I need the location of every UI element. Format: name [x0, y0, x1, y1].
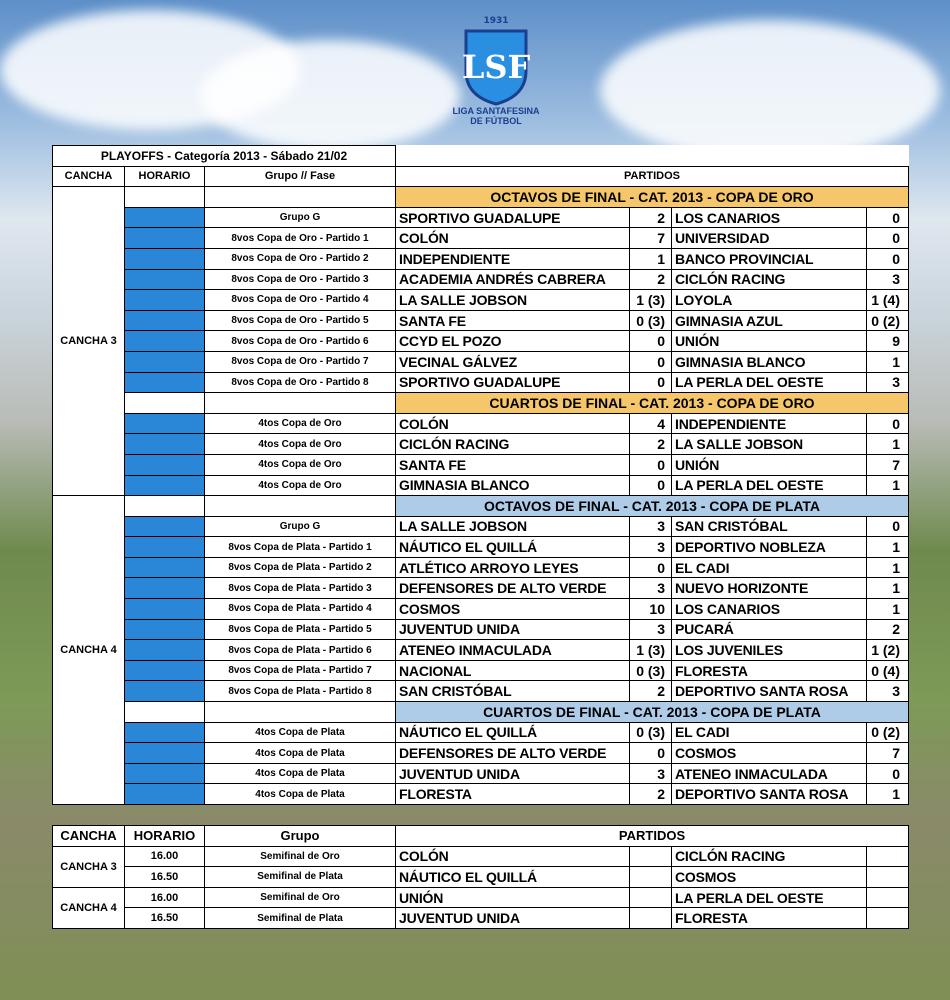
home-score: 0 (3)	[630, 660, 672, 681]
away-team: CICLÓN RACING	[672, 269, 867, 290]
away-score: 1	[867, 434, 909, 455]
horario-cell	[125, 269, 205, 290]
home-team: CCYD EL POZO	[396, 331, 630, 352]
semis-away-team: COSMOS	[672, 867, 867, 888]
away-score: 0	[867, 248, 909, 269]
match-group: 8vos Copa de Plata - Partido 1	[205, 537, 396, 558]
match-group: 4tos Copa de Oro	[205, 413, 396, 434]
match-row	[53, 743, 909, 764]
home-team: COSMOS	[396, 599, 630, 620]
horario-cell	[125, 228, 205, 249]
match-group: 8vos Copa de Plata - Partido 5	[205, 619, 396, 640]
section-oro-octavos: OCTAVOS DE FINAL - CAT. 2013 - COPA DE ORO	[396, 187, 909, 208]
semis-home-score	[630, 867, 672, 888]
match-row	[53, 310, 909, 331]
match-row	[53, 537, 909, 558]
away-score: 0 (2)	[867, 722, 909, 743]
home-team: LA SALLE JOBSON	[396, 516, 630, 537]
away-team: BANCO PROVINCIAL	[672, 248, 867, 269]
away-score: 7	[867, 454, 909, 475]
home-team: NACIONAL	[396, 660, 630, 681]
match-row	[53, 640, 909, 661]
semis-home-score	[630, 887, 672, 908]
match-group: 8vos Copa de Plata - Partido 4	[205, 599, 396, 620]
horario-cell	[125, 475, 205, 496]
section-oro-cuartos: CUARTOS DE FINAL - CAT. 2013 - COPA DE ORO	[396, 393, 909, 414]
cloud	[200, 40, 460, 150]
semifinal-row	[53, 867, 909, 888]
horario-empty	[125, 702, 205, 723]
match-group: 8vos Copa de Oro - Partido 7	[205, 351, 396, 372]
league-logo	[446, 16, 546, 146]
semis-header-cancha: CANCHA	[53, 826, 125, 847]
semis-cancha: CANCHA 3	[53, 846, 125, 887]
semis-away-team: LA PERLA DEL OESTE	[672, 887, 867, 908]
away-team: UNIÓN	[672, 331, 867, 352]
home-team: JUVENTUD UNIDA	[396, 619, 630, 640]
away-score: 3	[867, 372, 909, 393]
grupo-empty	[205, 393, 396, 414]
horario-cell	[125, 619, 205, 640]
semis-home-team: COLÓN	[396, 846, 630, 867]
home-score: 0	[630, 475, 672, 496]
home-team: COLÓN	[396, 413, 630, 434]
away-team: ATENEO INMACULADA	[672, 763, 867, 784]
match-row	[53, 351, 909, 372]
horario-cell	[125, 537, 205, 558]
match-row	[53, 619, 909, 640]
match-row	[53, 228, 909, 249]
cloud	[600, 20, 940, 160]
away-score: 0	[867, 516, 909, 537]
match-row	[53, 413, 909, 434]
match-group: 8vos Copa de Plata - Partido 7	[205, 660, 396, 681]
header-cancha: CANCHA	[53, 166, 125, 187]
horario-empty	[125, 393, 205, 414]
section-row	[53, 393, 909, 414]
away-score: 1	[867, 599, 909, 620]
away-team: DEPORTIVO SANTA ROSA	[672, 681, 867, 702]
horario-cell	[125, 599, 205, 620]
semifinals-table	[52, 825, 909, 929]
semis-away-score	[867, 846, 909, 867]
match-group: 8vos Copa de Plata - Partido 6	[205, 640, 396, 661]
home-score: 4	[630, 413, 672, 434]
match-row	[53, 269, 909, 290]
horario-cell	[125, 207, 205, 228]
spacer	[396, 146, 909, 167]
match-group: 4tos Copa de Oro	[205, 434, 396, 455]
home-score: 0	[630, 351, 672, 372]
away-team: EL CADI	[672, 557, 867, 578]
away-score: 0 (4)	[867, 660, 909, 681]
match-row	[53, 248, 909, 269]
away-team: LA SALLE JOBSON	[672, 434, 867, 455]
playoffs-table	[52, 145, 909, 805]
match-row	[53, 331, 909, 352]
horario-cell	[125, 372, 205, 393]
away-score: 0	[867, 763, 909, 784]
away-team: LA PERLA DEL OESTE	[672, 475, 867, 496]
grupo-empty	[205, 496, 396, 517]
home-score: 0	[630, 372, 672, 393]
away-team: EL CADI	[672, 722, 867, 743]
away-team: DEPORTIVO SANTA ROSA	[672, 784, 867, 805]
semifinal-row	[53, 887, 909, 908]
home-score: 2	[630, 207, 672, 228]
semis-away-score	[867, 867, 909, 888]
section-row	[53, 702, 909, 723]
semis-grupo: Semifinal de Plata	[205, 867, 396, 888]
horario-cell	[125, 351, 205, 372]
horario-cell	[125, 743, 205, 764]
header-grupo-fase: Grupo // Fase	[205, 166, 396, 187]
horario-cell	[125, 290, 205, 311]
horario-cell	[125, 640, 205, 661]
home-score: 3	[630, 516, 672, 537]
match-group: 8vos Copa de Oro - Partido 3	[205, 269, 396, 290]
away-team: COSMOS	[672, 743, 867, 764]
semifinal-row	[53, 908, 909, 929]
home-team: DEFENSORES DE ALTO VERDE	[396, 578, 630, 599]
horario-empty	[125, 496, 205, 517]
semis-home-score	[630, 908, 672, 929]
match-group: 8vos Copa de Plata - Partido 2	[205, 557, 396, 578]
home-score: 0	[630, 557, 672, 578]
match-group: 4tos Copa de Plata	[205, 784, 396, 805]
away-team: UNIVERSIDAD	[672, 228, 867, 249]
away-score: 1	[867, 537, 909, 558]
cancha-3-label: CANCHA 3	[53, 187, 125, 496]
home-team: CICLÓN RACING	[396, 434, 630, 455]
header-partidos: PARTIDOS	[396, 166, 909, 187]
horario-cell	[125, 722, 205, 743]
match-row	[53, 290, 909, 311]
away-team: SAN CRISTÓBAL	[672, 516, 867, 537]
home-score: 0 (3)	[630, 722, 672, 743]
match-row	[53, 599, 909, 620]
home-team: SAN CRISTÓBAL	[396, 681, 630, 702]
horario-empty	[125, 187, 205, 208]
logo-line1: LIGA SANTAFESINA	[452, 106, 540, 116]
semifinal-row	[53, 846, 909, 867]
home-score: 10	[630, 599, 672, 620]
horario-cell	[125, 763, 205, 784]
away-score: 0 (2)	[867, 310, 909, 331]
horario-cell	[125, 310, 205, 331]
match-group: 4tos Copa de Plata	[205, 722, 396, 743]
semis-horario: 16.50	[125, 908, 205, 929]
semis-home-team: UNIÓN	[396, 887, 630, 908]
page-title: PLAYOFFS - Categoría 2013 - Sábado 21/02	[53, 146, 396, 167]
match-group: 8vos Copa de Plata - Partido 8	[205, 681, 396, 702]
home-score: 2	[630, 269, 672, 290]
away-score: 7	[867, 743, 909, 764]
horario-cell	[125, 516, 205, 537]
away-score: 1	[867, 784, 909, 805]
home-team: DEFENSORES DE ALTO VERDE	[396, 743, 630, 764]
away-score: 1	[867, 557, 909, 578]
home-team: GIMNASIA BLANCO	[396, 475, 630, 496]
horario-cell	[125, 413, 205, 434]
shield-icon	[461, 26, 531, 106]
semis-horario: 16.00	[125, 846, 205, 867]
home-score: 0	[630, 743, 672, 764]
home-score: 1	[630, 248, 672, 269]
home-team: ATLÉTICO ARROYO LEYES	[396, 557, 630, 578]
away-team: FLORESTA	[672, 660, 867, 681]
home-team: ATENEO INMACULADA	[396, 640, 630, 661]
home-team: LA SALLE JOBSON	[396, 290, 630, 311]
horario-cell	[125, 454, 205, 475]
horario-cell	[125, 434, 205, 455]
home-team: FLORESTA	[396, 784, 630, 805]
away-score: 1	[867, 475, 909, 496]
semis-away-score	[867, 908, 909, 929]
section-plata-cuartos: CUARTOS DE FINAL - CAT. 2013 - COPA DE PLATA	[396, 702, 909, 723]
home-team: NÁUTICO EL QUILLÁ	[396, 537, 630, 558]
away-team: LOS JUVENILES	[672, 640, 867, 661]
semis-header-partidos: PARTIDOS	[396, 826, 909, 847]
match-row	[53, 434, 909, 455]
semis-home-team: NÁUTICO EL QUILLÁ	[396, 867, 630, 888]
away-team: UNIÓN	[672, 454, 867, 475]
away-score: 3	[867, 269, 909, 290]
match-group: 4tos Copa de Oro	[205, 475, 396, 496]
match-group: Grupo G	[205, 516, 396, 537]
home-score: 7	[630, 228, 672, 249]
home-score: 0	[630, 454, 672, 475]
semis-cancha: CANCHA 4	[53, 887, 125, 928]
away-team: PUCARÁ	[672, 619, 867, 640]
match-row	[53, 557, 909, 578]
horario-cell	[125, 681, 205, 702]
horario-cell	[125, 578, 205, 599]
away-score: 0	[867, 228, 909, 249]
match-group: 8vos Copa de Oro - Partido 1	[205, 228, 396, 249]
match-group: 8vos Copa de Plata - Partido 3	[205, 578, 396, 599]
away-score: 3	[867, 681, 909, 702]
match-group: 8vos Copa de Oro - Partido 2	[205, 248, 396, 269]
away-team: LA PERLA DEL OESTE	[672, 372, 867, 393]
semis-header-grupo: Grupo	[205, 826, 396, 847]
away-score: 1 (4)	[867, 290, 909, 311]
away-score: 1 (2)	[867, 640, 909, 661]
logo-year: 1931	[483, 16, 509, 26]
horario-cell	[125, 660, 205, 681]
away-team: GIMNASIA BLANCO	[672, 351, 867, 372]
grupo-empty	[205, 702, 396, 723]
semis-grupo: Semifinal de Oro	[205, 887, 396, 908]
away-team: GIMNASIA AZUL	[672, 310, 867, 331]
home-score: 0 (3)	[630, 310, 672, 331]
home-score: 3	[630, 763, 672, 784]
match-group: 8vos Copa de Oro - Partido 4	[205, 290, 396, 311]
match-row	[53, 784, 909, 805]
home-score: 3	[630, 619, 672, 640]
away-score: 2	[867, 619, 909, 640]
semis-horario: 16.50	[125, 867, 205, 888]
away-team: LOYOLA	[672, 290, 867, 311]
match-row	[53, 454, 909, 475]
home-team: VECINAL GÁLVEZ	[396, 351, 630, 372]
section-plata-octavos: OCTAVOS DE FINAL - CAT. 2013 - COPA DE PLATA	[396, 496, 909, 517]
away-team: DEPORTIVO NOBLEZA	[672, 537, 867, 558]
match-group: 8vos Copa de Oro - Partido 5	[205, 310, 396, 331]
away-team: INDEPENDIENTE	[672, 413, 867, 434]
away-score: 9	[867, 331, 909, 352]
home-team: ACADEMIA ANDRÉS CABRERA	[396, 269, 630, 290]
horario-cell	[125, 557, 205, 578]
match-row	[53, 763, 909, 784]
away-score: 1	[867, 578, 909, 599]
home-score: 1 (3)	[630, 290, 672, 311]
semis-header-horario: HORARIO	[125, 826, 205, 847]
away-score: 1	[867, 351, 909, 372]
match-group: 4tos Copa de Plata	[205, 743, 396, 764]
semis-home-score	[630, 846, 672, 867]
home-score: 2	[630, 784, 672, 805]
away-team: LOS CANARIOS	[672, 207, 867, 228]
home-team: JUVENTUD UNIDA	[396, 763, 630, 784]
home-score: 1 (3)	[630, 640, 672, 661]
away-score: 0	[867, 413, 909, 434]
home-score: 2	[630, 681, 672, 702]
horario-cell	[125, 331, 205, 352]
horario-cell	[125, 248, 205, 269]
match-group: 8vos Copa de Oro - Partido 6	[205, 331, 396, 352]
home-team: NÁUTICO EL QUILLÁ	[396, 722, 630, 743]
away-team: LOS CANARIOS	[672, 599, 867, 620]
away-score: 0	[867, 207, 909, 228]
home-score: 3	[630, 578, 672, 599]
cancha-4-label: CANCHA 4	[53, 496, 125, 805]
home-team: COLÓN	[396, 228, 630, 249]
match-row	[53, 516, 909, 537]
section-row	[53, 496, 909, 517]
match-group: Grupo G	[205, 207, 396, 228]
home-score: 2	[630, 434, 672, 455]
match-row	[53, 722, 909, 743]
logo-line2: DE FÚTBOL	[470, 116, 522, 126]
match-row	[53, 372, 909, 393]
semis-grupo: Semifinal de Oro	[205, 846, 396, 867]
away-team: NUEVO HORIZONTE	[672, 578, 867, 599]
match-row	[53, 660, 909, 681]
home-team: SANTA FE	[396, 310, 630, 331]
home-team: SPORTIVO GUADALUPE	[396, 372, 630, 393]
match-row	[53, 578, 909, 599]
match-group: 4tos Copa de Oro	[205, 454, 396, 475]
semis-away-team: CICLÓN RACING	[672, 846, 867, 867]
match-row	[53, 681, 909, 702]
header-horario: HORARIO	[125, 166, 205, 187]
semis-horario: 16.00	[125, 887, 205, 908]
home-score: 3	[630, 537, 672, 558]
horario-cell	[125, 784, 205, 805]
semis-home-team: JUVENTUD UNIDA	[396, 908, 630, 929]
semis-grupo: Semifinal de Plata	[205, 908, 396, 929]
home-score: 0	[630, 331, 672, 352]
match-group: 4tos Copa de Plata	[205, 763, 396, 784]
home-team: SPORTIVO GUADALUPE	[396, 207, 630, 228]
home-team: SANTA FE	[396, 454, 630, 475]
home-team: INDEPENDIENTE	[396, 248, 630, 269]
semis-away-score	[867, 887, 909, 908]
logo-monogram: LSF	[461, 48, 531, 86]
semis-away-team: FLORESTA	[672, 908, 867, 929]
grupo-empty	[205, 187, 396, 208]
match-row	[53, 207, 909, 228]
match-group: 8vos Copa de Oro - Partido 8	[205, 372, 396, 393]
match-row	[53, 475, 909, 496]
